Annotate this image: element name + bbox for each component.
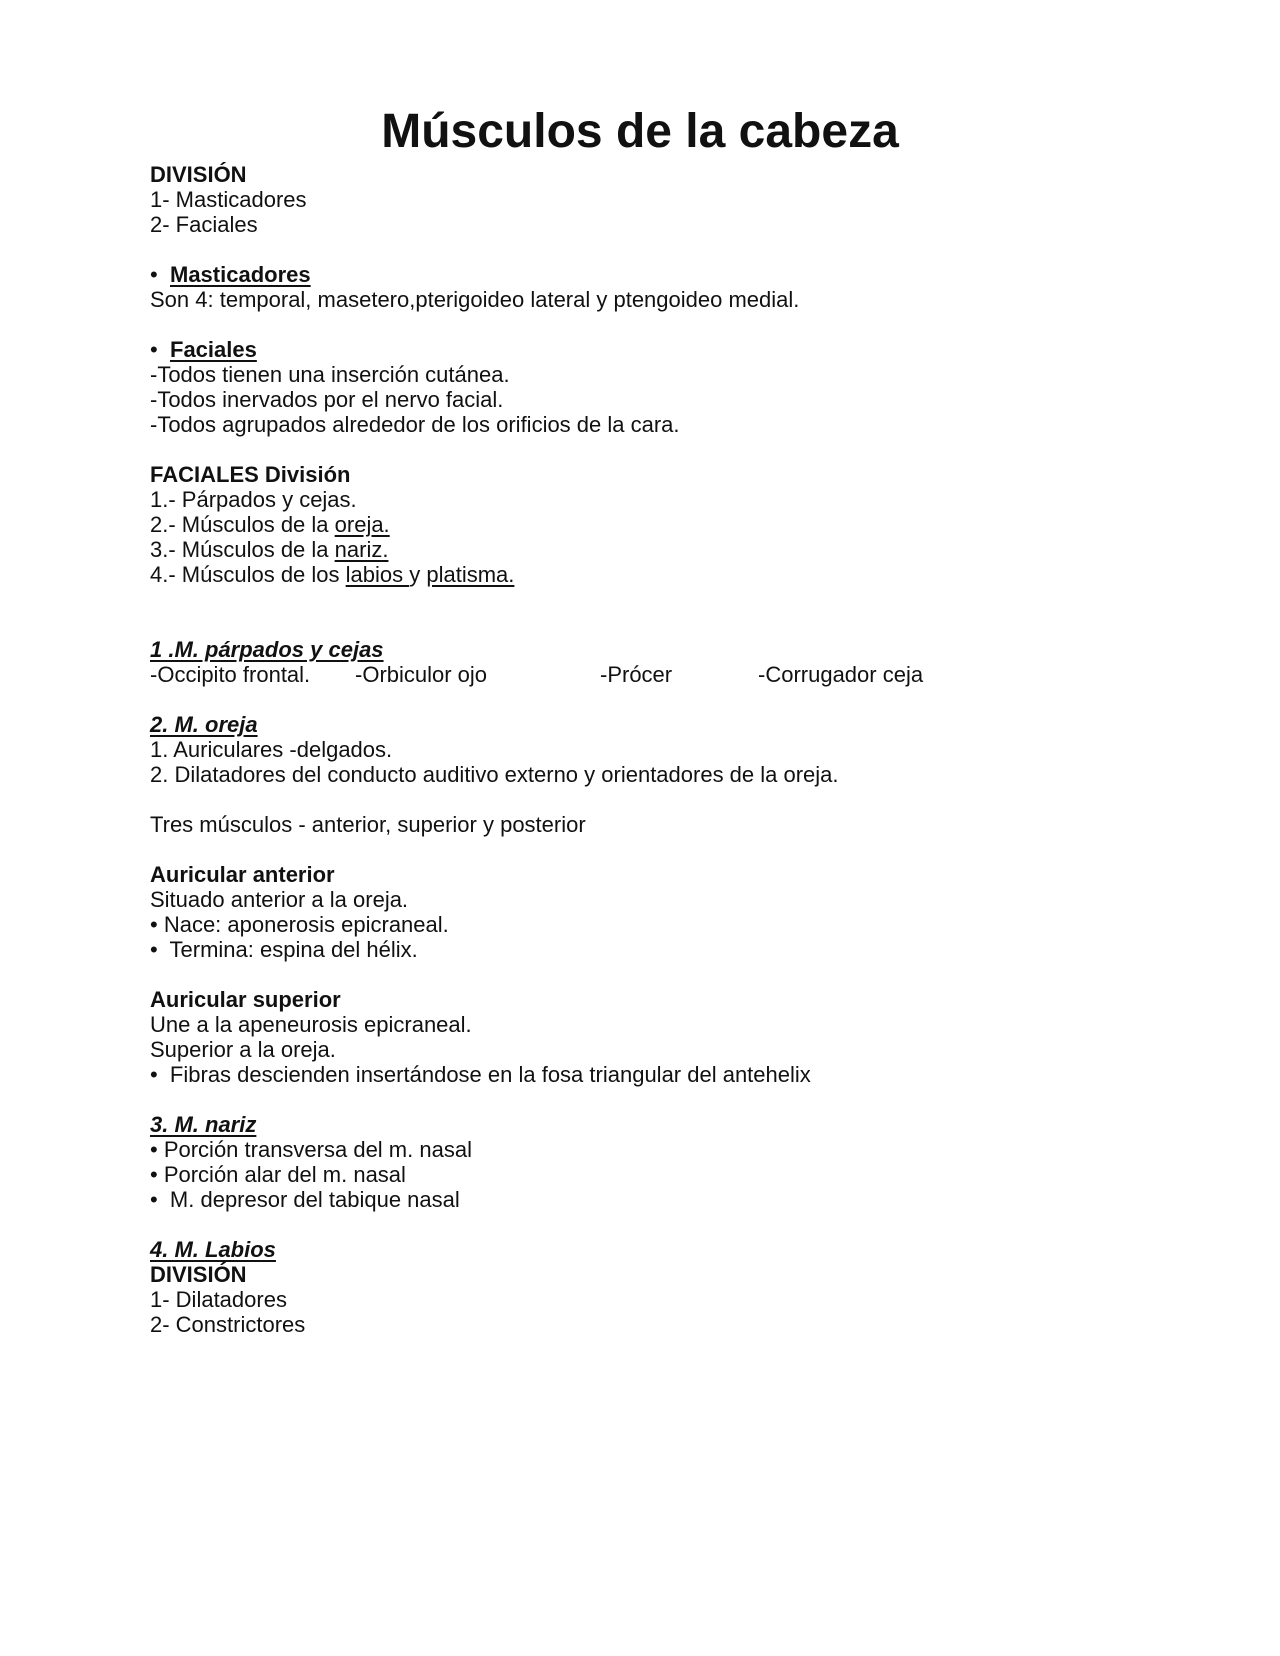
auricular-superior-item: Une a la apeneurosis epicraneal. [150,1012,472,1037]
masticadores-heading-line [150,262,1150,287]
faciales-item: -Todos agrupados alrededor de los orificios de la cara. [150,412,680,437]
faciales-division-item [150,562,1150,587]
item-text: 2.- Músculos de la [150,512,335,537]
faciales-division-item: 1.- Párpados y cejas. [150,487,357,512]
platisma-link[interactable]: platisma. [426,562,515,587]
division-heading: DIVISIÓN [150,162,247,187]
item-text: 4.- Músculos de los [150,562,346,587]
oreja-tres-musculos: Tres músculos - anterior, superior y posterior [150,812,586,837]
masticadores-heading: Masticadores [170,262,311,287]
parpados-col: -Orbiculor ojo [355,662,488,687]
document-page [150,100,1150,1337]
auricular-superior-heading: Auricular superior [150,987,341,1012]
oreja-item: 1. Auriculares -delgados. [150,737,393,762]
faciales-heading: Faciales [170,337,257,362]
auricular-anterior-heading: Auricular anterior [150,862,335,887]
division-item: 2- Faciales [150,212,258,237]
parpados-columns [150,662,1150,687]
auricular-anterior-item: Situado anterior a la oreja. [150,887,409,912]
item-text: y [409,562,427,587]
bullet-icon: • [150,262,158,287]
faciales-item: -Todos tienen una inserción cutánea. [150,362,510,387]
nariz-item: • Porción alar del m. nasal [150,1162,406,1187]
auricular-superior-item: Superior a la oreja. [150,1037,336,1062]
division-item: 1- Masticadores [150,187,307,212]
parpados-col: -Occipito frontal. [150,662,311,687]
auricular-anterior-item: • Nace: aponerosis epicraneal. [150,912,449,937]
parpados-col: -Prócer [600,662,673,687]
masticadores-text: Son 4: temporal, masetero,pterigoideo lateral y ptengoideo medial. [150,287,800,312]
nariz-item: • M. depresor del tabique nasal [150,1187,460,1212]
auricular-superior-item: • Fibras descienden insertándose en la fosa triangular del antehelix [150,1062,811,1087]
nariz-heading: 3. M. nariz [150,1112,257,1137]
oreja-item: 2. Dilatadores del conducto auditivo externo y orientadores de la oreja. [150,762,839,787]
faciales-division-heading: FACIALES División [150,462,351,487]
page-title: Músculos de la cabeza [381,105,899,158]
nariz-item: • Porción transversa del m. nasal [150,1137,472,1162]
faciales-item: -Todos inervados por el nervo facial. [150,387,504,412]
labios-division-heading: DIVISIÓN [150,1262,247,1287]
item-text: 3.- Músculos de la [150,537,335,562]
oreja-heading: 2. M. oreja [150,712,258,737]
bullet-icon: • [150,337,158,362]
labios-link[interactable]: labios [345,562,410,587]
labios-item: 2- Constrictores [150,1312,306,1337]
auricular-anterior-item: • Termina: espina del hélix. [150,937,418,962]
faciales-heading-line [150,337,1150,362]
labios-heading: 4. M. Labios [150,1237,276,1262]
faciales-division-item [150,512,1150,537]
parpados-col: -Corrugador ceja [758,662,924,687]
faciales-division-item [150,537,1150,562]
labios-item: 1- Dilatadores [150,1287,287,1312]
nariz-link[interactable]: nariz. [334,537,389,562]
oreja-link[interactable]: oreja. [334,512,390,537]
parpados-heading: 1 .M. párpados y cejas [150,637,384,662]
